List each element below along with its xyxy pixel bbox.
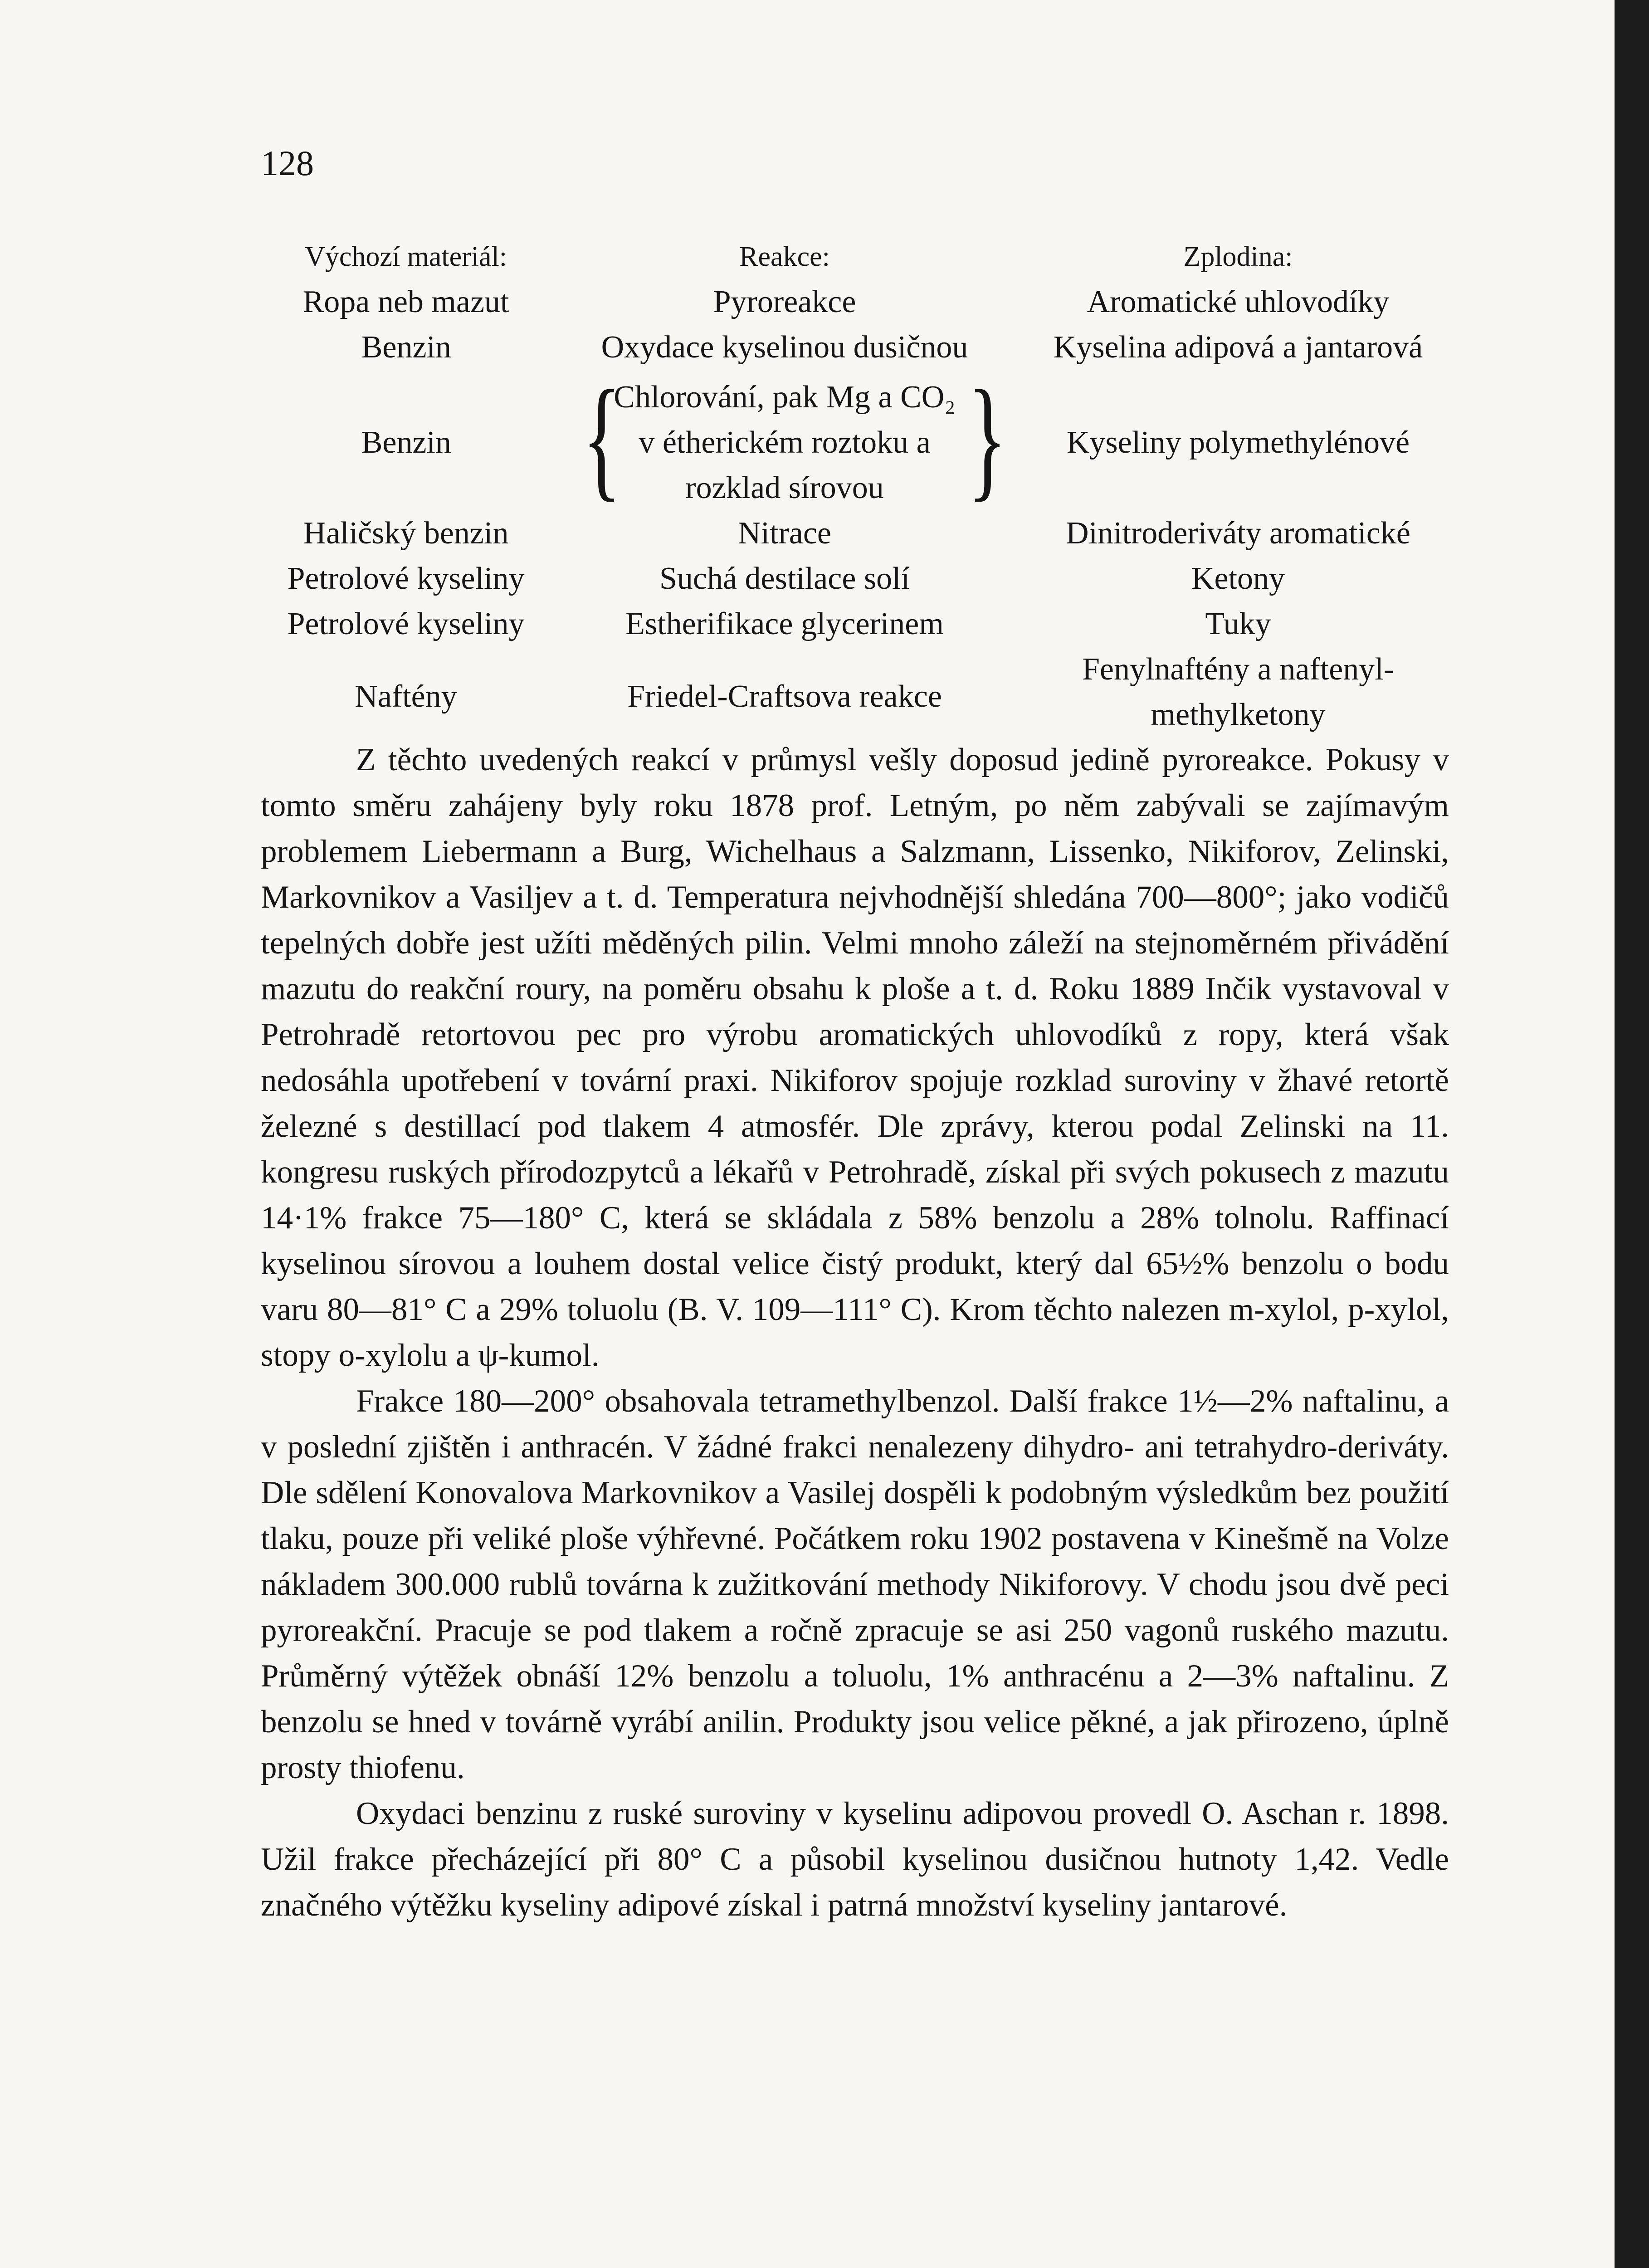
reaction-cell: Nitrace (738, 516, 831, 551)
right-brace: } (967, 362, 1007, 513)
header-product: Zplodina: (1183, 241, 1293, 272)
material-cell: Petrolové kyseliny (287, 561, 525, 596)
body-text (261, 737, 1449, 1928)
reaction-cell: Pyroreakce (713, 284, 856, 319)
table-row (261, 324, 1449, 371)
reaction-cell: Friedel-Craftsova reakce (627, 679, 942, 714)
reaction-cell: Estherifikace glycerinem (625, 606, 944, 641)
paragraph: Frakce 180—200° obsahovala tetramethylbenzol. Další frakce 1½—2% naftalinu, a v poslední zjištěn i anthracén. V žádné frakci nenalezeny dihydro- ani tetrahydro-deriváty. Dle sdělení Konovalova Markovnikov a Vasilej dospěli k podobným výsledkům bez použití tlaku, pouze při veliké ploše výhřevné. Počátkem roku 1902 postavena v Kinešmě na Volze nákladem 300.000 rublů továrna k zužitkování methody Nikiforovy. V chodu jsou dvě peci pyroreakční. Pracuje se pod tlakem a ročně zpracuje se asi 250 vagonů ruského mazutu. Průměrný výtěžek obnáší 12% benzolu a toluolu, 1% anthracénu a 2—3% naftalinu. Z benzolu se hned v továrně vyrábí anilin. Produkty jsou velice pěkné, a jak přirozeno, úplně prosty thiofenu. (261, 1383, 1449, 1785)
table-row (261, 601, 1449, 647)
reaction-line: rozklad sírovou (685, 470, 884, 505)
reaction-line: v étherickém roztoku a (639, 425, 931, 460)
table-row (261, 646, 1449, 737)
header-reaction: Reakce: (739, 241, 830, 272)
paragraph: Oxydaci benzinu z ruské suroviny v kyselinu adipovou provedl O. Aschan r. 1898. Užil frakce přecházející při 80° C a působil kyselinou dusičnou hutnoty 1,42. Vedle značného výtěžku kyseliny adipové získal i patrná množství kyseliny jantarové. (261, 1796, 1449, 1923)
reaction-line: Chlorování, pak Mg a CO₂ (614, 380, 956, 415)
material-cell: Haličský benzin (303, 516, 509, 551)
material-cell: Benzin (361, 425, 451, 460)
table-row (261, 374, 1449, 519)
product-cell: Aromatické uhlovodíky (1087, 284, 1390, 319)
left-brace: { (582, 362, 622, 513)
scan-edge (1615, 0, 1649, 2268)
product-cell: Ketony (1191, 561, 1285, 596)
table-row (261, 510, 1449, 557)
material-cell: Benzin (361, 330, 451, 365)
product-line: Fenylnaftény a naftenyl- (1082, 652, 1395, 687)
header-material: Výchozí materiál: (305, 241, 507, 272)
material-cell: Petrolové kyseliny (287, 606, 525, 641)
page-number: 128 (261, 143, 314, 183)
reaction-cell: Oxydace kyselinou dusičnou (601, 330, 968, 365)
product-cell: Dinitroderiváty aromatické (1066, 516, 1410, 551)
product-cell: Kyselina adipová a jantarová (1053, 330, 1423, 365)
material-cell: Naftény (355, 679, 457, 714)
product-cell: Tuky (1205, 606, 1271, 641)
reaction-cell: Suchá destilace solí (659, 561, 910, 596)
material-cell: Ropa neb mazut (302, 284, 509, 319)
table-row (261, 556, 1449, 602)
table-row (261, 279, 1449, 325)
product-cell: Kyseliny polymethylénové (1066, 425, 1410, 460)
paragraph: Z těchto uvedených reakcí v průmysl vešly doposud jedině pyroreakce. Pokusy v tomto směru zahájeny byly roku 1878 prof. Letným, po něm zabývali se zajímavým problemem Liebermann a Burg, Wichelhaus a Salzmann, Lissenko, Nikiforov, Zelinski, Markovnikov a Vasiljev a t. d. Temperatura nejvhodnější shledána 700—800°; jako vodičů tepelných dobře jest užíti měděných pilin. Velmi mnoho záleží na stejnoměrném přivádění mazutu do reakční roury, na poměru obsahu k ploše a t. d. Roku 1889 Inčik vystavoval v Petrohradě retortovou pec pro výrobu aromatických uhlovodíků z ropy, která však nedosáhla upotřebení v tovární praxi. Nikiforov spojuje rozklad suroviny v žhavé retortě železné s destillací pod tlakem 4 atmosfér. Dle zprávy, kterou podal Zelinski na 11. kongresu ruských přírodozpytců a lékařů v Petrohradě, získal při svých pokusech z mazutu 14·1% frakce 75—180° C, která se skládala z 58% benzolu a 28% tolnolu. Raffinací kyselinou sírovou a louhem dostal velice čistý produkt, který dal 65½% benzolu o bodu varu 80—81° C a 29% toluolu (B. V. 109—111° C). Krom těchto nalezen m-xylol, p-xylol, stopy o-xylolu a ψ-kumol. (261, 742, 1449, 1373)
product-line: methylketony (1151, 697, 1326, 732)
